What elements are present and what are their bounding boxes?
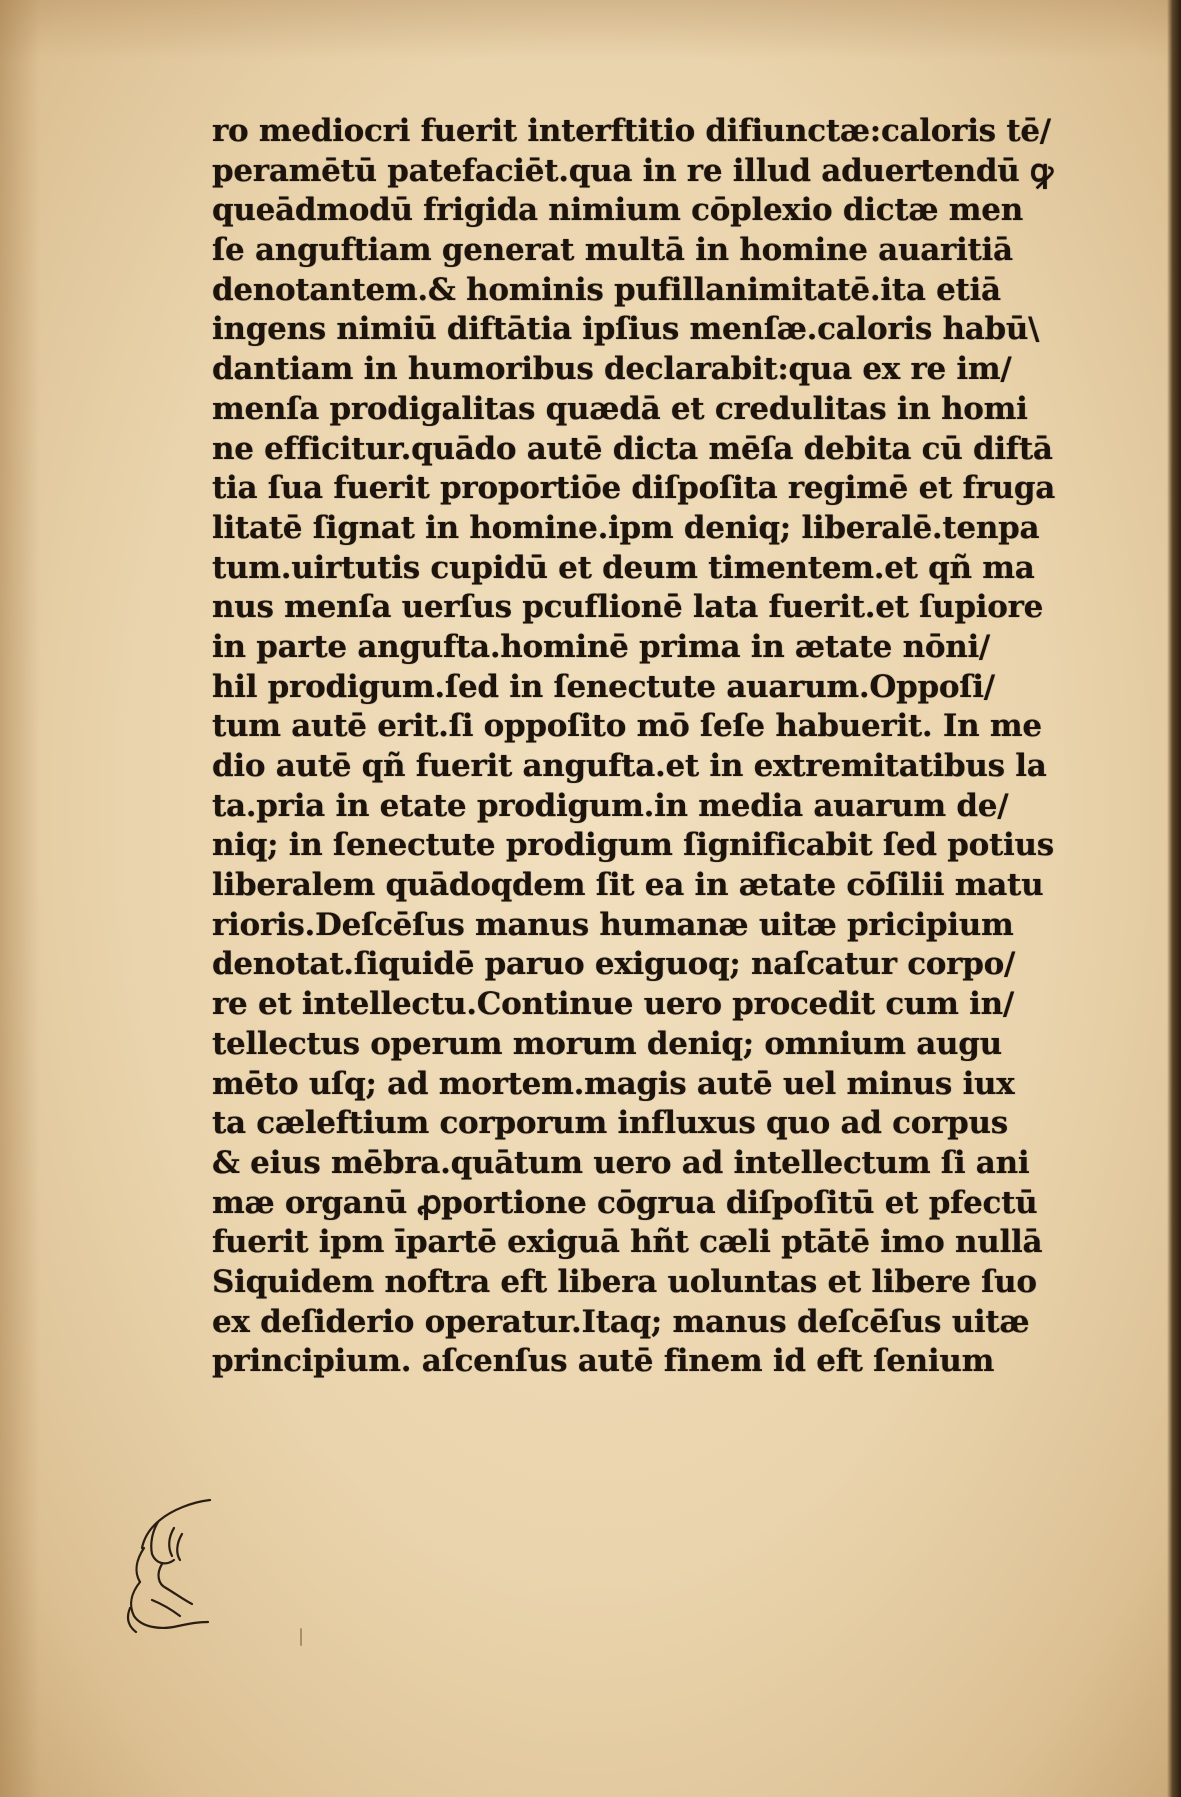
text-line-15: hil prodigum.ſed in ſenectute auarum.Oppoſi/	[212, 668, 995, 705]
page-left-edge	[0, 0, 40, 1797]
text-line-28: mæ organū ꝓportione cōgrua diſpoſitū et pfectū	[212, 1184, 1038, 1221]
text-line-16: tum autē erit.ſi oppoſito mō ſeſe habuerit. In me	[212, 708, 1042, 745]
text-line-8: menſa prodigalitas quædā et credulitas in homi	[212, 390, 1028, 427]
text-line-19: niq; in ſenectute prodigum ſignificabit ſed potius	[212, 827, 1054, 864]
text-line-32: principium. aſcenſus autē finem id eft ſenium	[212, 1343, 995, 1380]
text-line-21: rioris.Deſcēſus manus humanæ uitæ pricipium	[212, 906, 1014, 943]
manicule-pointing-hand-icon	[122, 1488, 212, 1638]
text-line-10: tia ſua fuerit proportiōe diſpoſita regimē et fruga	[212, 470, 1055, 507]
text-line-23: re et intellectu.Continue uero procedit cum in/	[212, 986, 1014, 1023]
text-line-4: ſe anguftiam generat multā in homine auaritiā	[212, 232, 1013, 269]
text-block	[212, 112, 1132, 1382]
text-line-30: Siquidem noftra eft libera uoluntas et libere ſuo	[212, 1263, 1037, 1300]
text-line-2: peramētū patefaciēt.qua in re illud aduertendū ꝙ	[212, 152, 1053, 189]
text-line-29: fuerit ipm īpartē exiguā hñt cæli ptātē imo nullā	[212, 1224, 1043, 1261]
text-line-11: litatē ſignat in homine.ipm deniq; liberalē.tenpa	[212, 509, 1040, 546]
paper-stain	[0, 0, 1181, 60]
text-line-17: dio autē qñ fuerit angufta.et in extremitatibus la	[212, 748, 1047, 784]
text-line-20: liberalem quādoqdem ſit ea in ætate cōſilii matu	[212, 867, 1044, 904]
text-line-27: & eius mēbra.quātum uero ad intellectum ſi ani	[212, 1144, 1030, 1181]
text-line-13: nus menſa uerſus pcuflionē lata fuerit.et ſupiore	[212, 589, 1044, 626]
text-line-25: mēto uſq; ad mortem.magis autē uel minus iux	[212, 1065, 1015, 1102]
book-spine-edge	[1167, 0, 1181, 1797]
text-line-5: denotantem.& hominis pufillanimitatē.ita etiā	[212, 271, 1001, 308]
ink-mark	[296, 1628, 306, 1646]
text-line-3: queādmodū frigida nimium cōplexio dictæ men	[212, 192, 1023, 229]
text-line-12: tum.uirtutis cupidū et deum timentem.et qñ ma	[212, 549, 1035, 586]
text-line-7: dantiam in humoribus declarabit:qua ex re im/	[212, 351, 1012, 388]
text-line-9: ne efficitur.quādo autē dicta mēſa debita cū diftā	[212, 430, 1053, 467]
text-line-14: in parte angufta.hominē prima in ætate nōni/	[212, 628, 990, 665]
text-line-18: ta.pria in etate prodigum.in media auarum de/	[212, 787, 1009, 824]
text-line-6: ingens nimiū diftātia ipſius menſæ.caloris habū\	[212, 311, 1040, 348]
text-line-31: ex deſiderio operatur.Itaq; manus deſcēſus uitæ	[212, 1303, 1030, 1340]
text-line-24: tellectus operum morum deniq; omnium augu	[212, 1025, 1002, 1062]
text-line-1: ro mediocri fuerit interftitio difiunctæ:caloris tē/	[212, 113, 1051, 149]
text-line-26: ta cæleftium corporum influxus quo ad corpus	[212, 1105, 1008, 1142]
text-line-22: denotat.ſiquidē paruo exiguoq; naſcatur corpo/	[212, 946, 1015, 983]
